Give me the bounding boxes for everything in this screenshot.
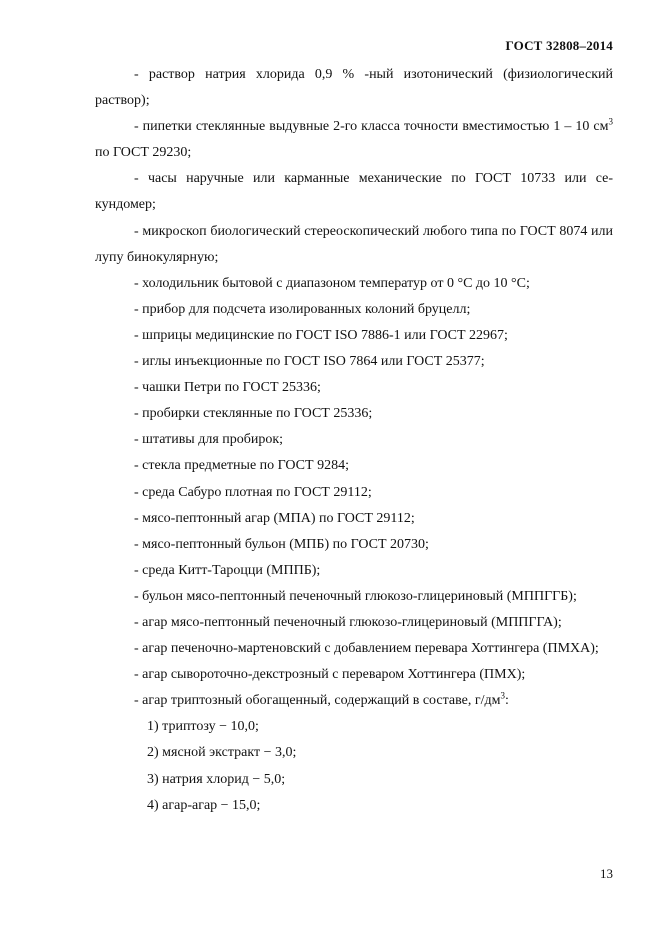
list-item: - иглы инъекционные по ГОСТ ISO 7864 или ГОСТ 25377; bbox=[134, 354, 485, 370]
list-item: - раствор натрия хлорида 0,9 % -ный изотонический (физиологический раствор); bbox=[95, 67, 613, 109]
list-item: - микроскоп биологический стереоскопический любого типа по ГОСТ 8074 или лупу бинокулярную; bbox=[95, 223, 613, 265]
standard-code-header: ГОСТ 32808–2014 bbox=[505, 38, 613, 53]
list-item: - среда Китт-Тароцци (МППБ); bbox=[134, 562, 321, 578]
list-item: - стекла предметные по ГОСТ 9284; bbox=[134, 458, 349, 474]
list-item: - холодильник бытовой с диапазоном температур от 0 °С до 10 °С; bbox=[134, 275, 530, 291]
list-item: - агар печеночно-мартеновский с добавлением перевара Хоттингера (ПМХА); bbox=[134, 641, 599, 657]
composition-item: 3) натрия хлорид − 5,0; bbox=[147, 771, 286, 787]
list-item: - пипетки стеклянные выдувные 2-го класса точности вместимостью 1 – 10 $см^3$ по ГОСТ 29230; bbox=[95, 116, 613, 161]
list-item: - агар триптозный обогащенный, содержащий в составе, $г/дм^3$: bbox=[134, 690, 509, 709]
list-item: - пробирки стеклянные по ГОСТ 25336; bbox=[134, 406, 373, 422]
equipment-list bbox=[95, 62, 613, 819]
page-number: 13 bbox=[600, 866, 613, 881]
list-item: - мясо-пептонный агар (МПА) по ГОСТ 29112; bbox=[134, 510, 415, 526]
composition-item: 2) мясной экстракт − 3,0; bbox=[147, 745, 297, 761]
list-item: - агар сывороточно-декстрозный с переваром Хоттингера (ПМХ); bbox=[134, 667, 526, 683]
composition-item: 1) триптозу − 10,0; bbox=[147, 719, 259, 735]
list-item: - мясо-пептонный бульон (МПБ) по ГОСТ 20730; bbox=[134, 536, 429, 552]
list-item: - штативы для пробирок; bbox=[134, 432, 284, 448]
list-item: - шприцы медицинские по ГОСТ ISO 7886-1 или ГОСТ 22967; bbox=[134, 327, 508, 343]
list-item: - чашки Петри по ГОСТ 25336; bbox=[134, 380, 321, 396]
composition-item: 4) агар-агар − 15,0; bbox=[147, 797, 261, 813]
list-item: - агар мясо-пептонный печеночный глюкозо-глицериновый (МППГГА); bbox=[134, 614, 562, 630]
list-item: - прибор для подсчета изолированных колоний бруцелл; bbox=[134, 301, 471, 317]
list-item: - часы наручные или карманные механические по ГОСТ 10733 или се-кундомер; bbox=[95, 171, 613, 213]
list-item: - бульон мясо-пептонный печеночный глюкозо-глицериновый (МППГГБ); bbox=[134, 588, 577, 604]
list-item: - среда Сабуро плотная по ГОСТ 29112; bbox=[134, 484, 372, 500]
